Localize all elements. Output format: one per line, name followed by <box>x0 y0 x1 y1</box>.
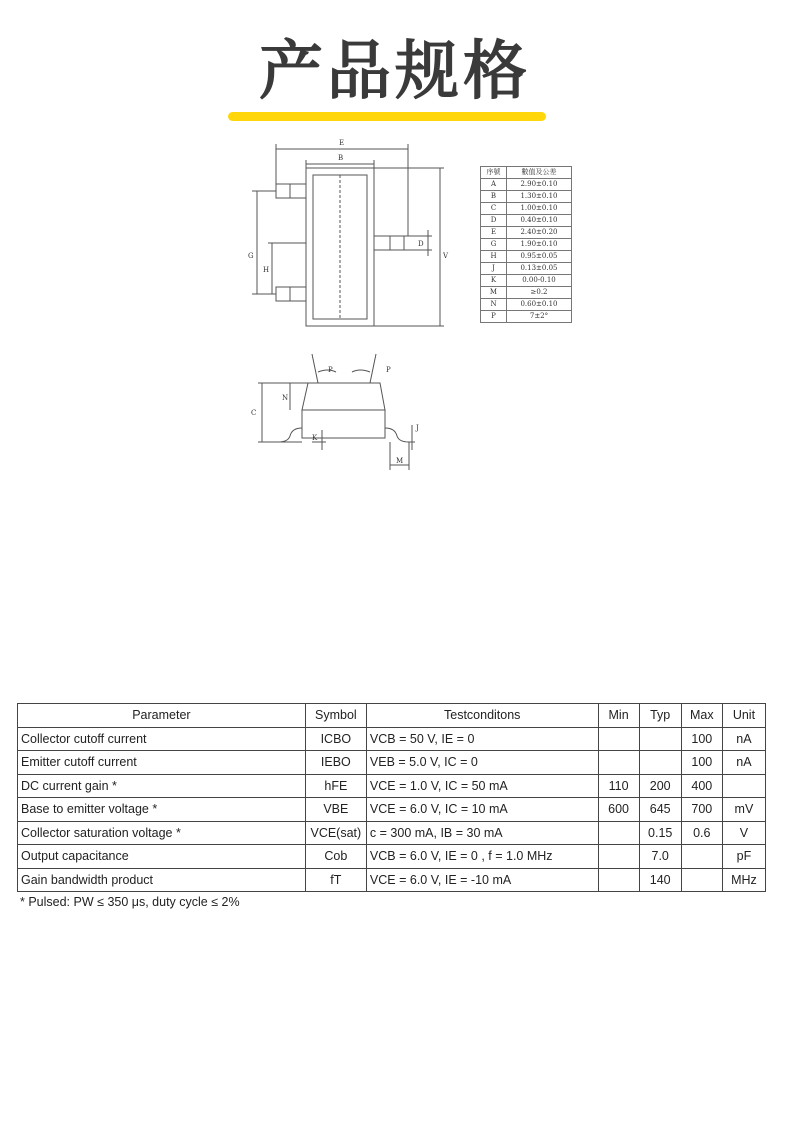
test-condition-cell: VCB = 50 V, IE = 0 <box>366 727 598 751</box>
footnote: * Pulsed: PW ≤ 350 μs, duty cycle ≤ 2% <box>20 895 240 909</box>
dim-row <box>481 311 572 323</box>
typ-cell: 140 <box>639 868 681 892</box>
symbol-cell: VCE(sat) <box>305 821 366 845</box>
dim-label-m: M <box>396 457 404 465</box>
spec-row <box>18 774 766 798</box>
header-max: Max <box>681 704 722 728</box>
dim-value-cell: 0.00-0.10 <box>507 275 572 287</box>
dim-label-n: N <box>282 394 289 402</box>
test-condition-cell: VEB = 5.0 V, IC = 0 <box>366 751 598 775</box>
dim-header-row <box>481 167 572 179</box>
unit-cell: nA <box>722 751 765 775</box>
dim-value-cell: 0.40±0.10 <box>507 215 572 227</box>
symbol-cell: Cob <box>305 845 366 869</box>
dim-row <box>481 215 572 227</box>
test-condition-cell: VCE = 1.0 V, IC = 50 mA <box>366 774 598 798</box>
dim-symbol-cell: C <box>481 203 507 215</box>
header-min: Min <box>598 704 639 728</box>
dim-label-p-right: P <box>386 366 391 374</box>
min-cell <box>598 821 639 845</box>
typ-cell: 0.15 <box>639 821 681 845</box>
dim-row <box>481 179 572 191</box>
typ-cell: 7.0 <box>639 845 681 869</box>
dim-value-cell: ≥0.2 <box>507 287 572 299</box>
test-condition-cell: VCB = 6.0 V, IE = 0 , f = 1.0 MHz <box>366 845 598 869</box>
parameter-cell: Base to emitter voltage * <box>18 798 306 822</box>
header-typ: Typ <box>639 704 681 728</box>
package-drawing <box>0 0 790 480</box>
dim-value-cell: 0.95±0.05 <box>507 251 572 263</box>
max-cell <box>681 845 722 869</box>
dim-label-c: C <box>251 409 257 417</box>
unit-cell: nA <box>722 727 765 751</box>
max-cell: 100 <box>681 727 722 751</box>
dim-label-d: D <box>418 240 424 248</box>
parameter-cell: Emitter cutoff current <box>18 751 306 775</box>
test-condition-cell: c = 300 mA, IB = 30 mA <box>366 821 598 845</box>
dim-row <box>481 191 572 203</box>
unit-cell: MHz <box>722 868 765 892</box>
dimension-table <box>480 166 572 323</box>
dim-value-cell: 2.40±0.20 <box>507 227 572 239</box>
spec-header-row <box>18 704 766 728</box>
typ-cell <box>639 727 681 751</box>
spec-row <box>18 798 766 822</box>
dim-label-v: V <box>443 252 449 260</box>
min-cell <box>598 868 639 892</box>
max-cell: 0.6 <box>681 821 722 845</box>
typ-cell: 200 <box>639 774 681 798</box>
min-cell <box>598 727 639 751</box>
symbol-cell: IEBO <box>305 751 366 775</box>
spec-row <box>18 751 766 775</box>
dim-value-cell: 2.90±0.10 <box>507 179 572 191</box>
min-cell <box>598 751 639 775</box>
dim-value-cell: 1.90±0.10 <box>507 239 572 251</box>
dim-row <box>481 239 572 251</box>
dim-label-g: G <box>248 252 254 260</box>
max-cell: 700 <box>681 798 722 822</box>
dim-row <box>481 275 572 287</box>
header-parameter: Parameter <box>18 704 306 728</box>
dim-label-b: B <box>338 154 344 162</box>
test-condition-cell: VCE = 6.0 V, IE = -10 mA <box>366 868 598 892</box>
dim-value-cell: 0.13±0.05 <box>507 263 572 275</box>
dim-value-cell: 0.60±0.10 <box>507 299 572 311</box>
dim-value-cell: 7±2° <box>507 311 572 323</box>
symbol-cell: fT <box>305 868 366 892</box>
max-cell <box>681 868 722 892</box>
symbol-cell: ICBO <box>305 727 366 751</box>
spec-table <box>17 703 766 892</box>
dim-symbol-cell: D <box>481 215 507 227</box>
spec-row <box>18 845 766 869</box>
dim-symbol-cell: N <box>481 299 507 311</box>
dim-row <box>481 203 572 215</box>
dim-row <box>481 251 572 263</box>
dim-symbol-cell: J <box>481 263 507 275</box>
dim-symbol-cell: M <box>481 287 507 299</box>
header-test-conditions: Testconditons <box>366 704 598 728</box>
max-cell: 100 <box>681 751 722 775</box>
dim-value-cell: 1.00±0.10 <box>507 203 572 215</box>
dim-header-value: 數值及公差 <box>507 167 572 179</box>
parameter-cell: Collector saturation voltage * <box>18 821 306 845</box>
dim-symbol-cell: E <box>481 227 507 239</box>
dim-row <box>481 263 572 275</box>
typ-cell: 645 <box>639 798 681 822</box>
min-cell: 600 <box>598 798 639 822</box>
dim-symbol-cell: H <box>481 251 507 263</box>
max-cell: 400 <box>681 774 722 798</box>
dim-row <box>481 299 572 311</box>
symbol-cell: hFE <box>305 774 366 798</box>
parameter-cell: Gain bandwidth product <box>18 868 306 892</box>
min-cell: 110 <box>598 774 639 798</box>
dim-row <box>481 287 572 299</box>
dim-symbol-cell: G <box>481 239 507 251</box>
dim-row <box>481 227 572 239</box>
header-unit: Unit <box>722 704 765 728</box>
unit-cell: pF <box>722 845 765 869</box>
page-title: 产品规格 <box>259 35 531 109</box>
min-cell <box>598 845 639 869</box>
dim-label-j: J <box>416 424 419 432</box>
spec-row <box>18 727 766 751</box>
spec-row <box>18 821 766 845</box>
header-symbol: Symbol <box>305 704 366 728</box>
parameter-cell: Collector cutoff current <box>18 727 306 751</box>
unit-cell: V <box>722 821 765 845</box>
unit-cell <box>722 774 765 798</box>
unit-cell: mV <box>722 798 765 822</box>
dim-label-k: K <box>312 434 318 442</box>
parameter-cell: DC current gain * <box>18 774 306 798</box>
spec-row <box>18 868 766 892</box>
test-condition-cell: VCE = 6.0 V, IC = 10 mA <box>366 798 598 822</box>
dim-value-cell: 1.30±0.10 <box>507 191 572 203</box>
dim-label-p-left: P <box>328 366 333 374</box>
dim-label-e: E <box>339 139 345 147</box>
typ-cell <box>639 751 681 775</box>
dim-symbol-cell: B <box>481 191 507 203</box>
dim-label-h: H <box>263 266 270 274</box>
dim-symbol-cell: P <box>481 311 507 323</box>
dim-symbol-cell: K <box>481 275 507 287</box>
symbol-cell: VBE <box>305 798 366 822</box>
dim-symbol-cell: A <box>481 179 507 191</box>
parameter-cell: Output capacitance <box>18 845 306 869</box>
dim-header-symbol: 序號 <box>481 167 507 179</box>
